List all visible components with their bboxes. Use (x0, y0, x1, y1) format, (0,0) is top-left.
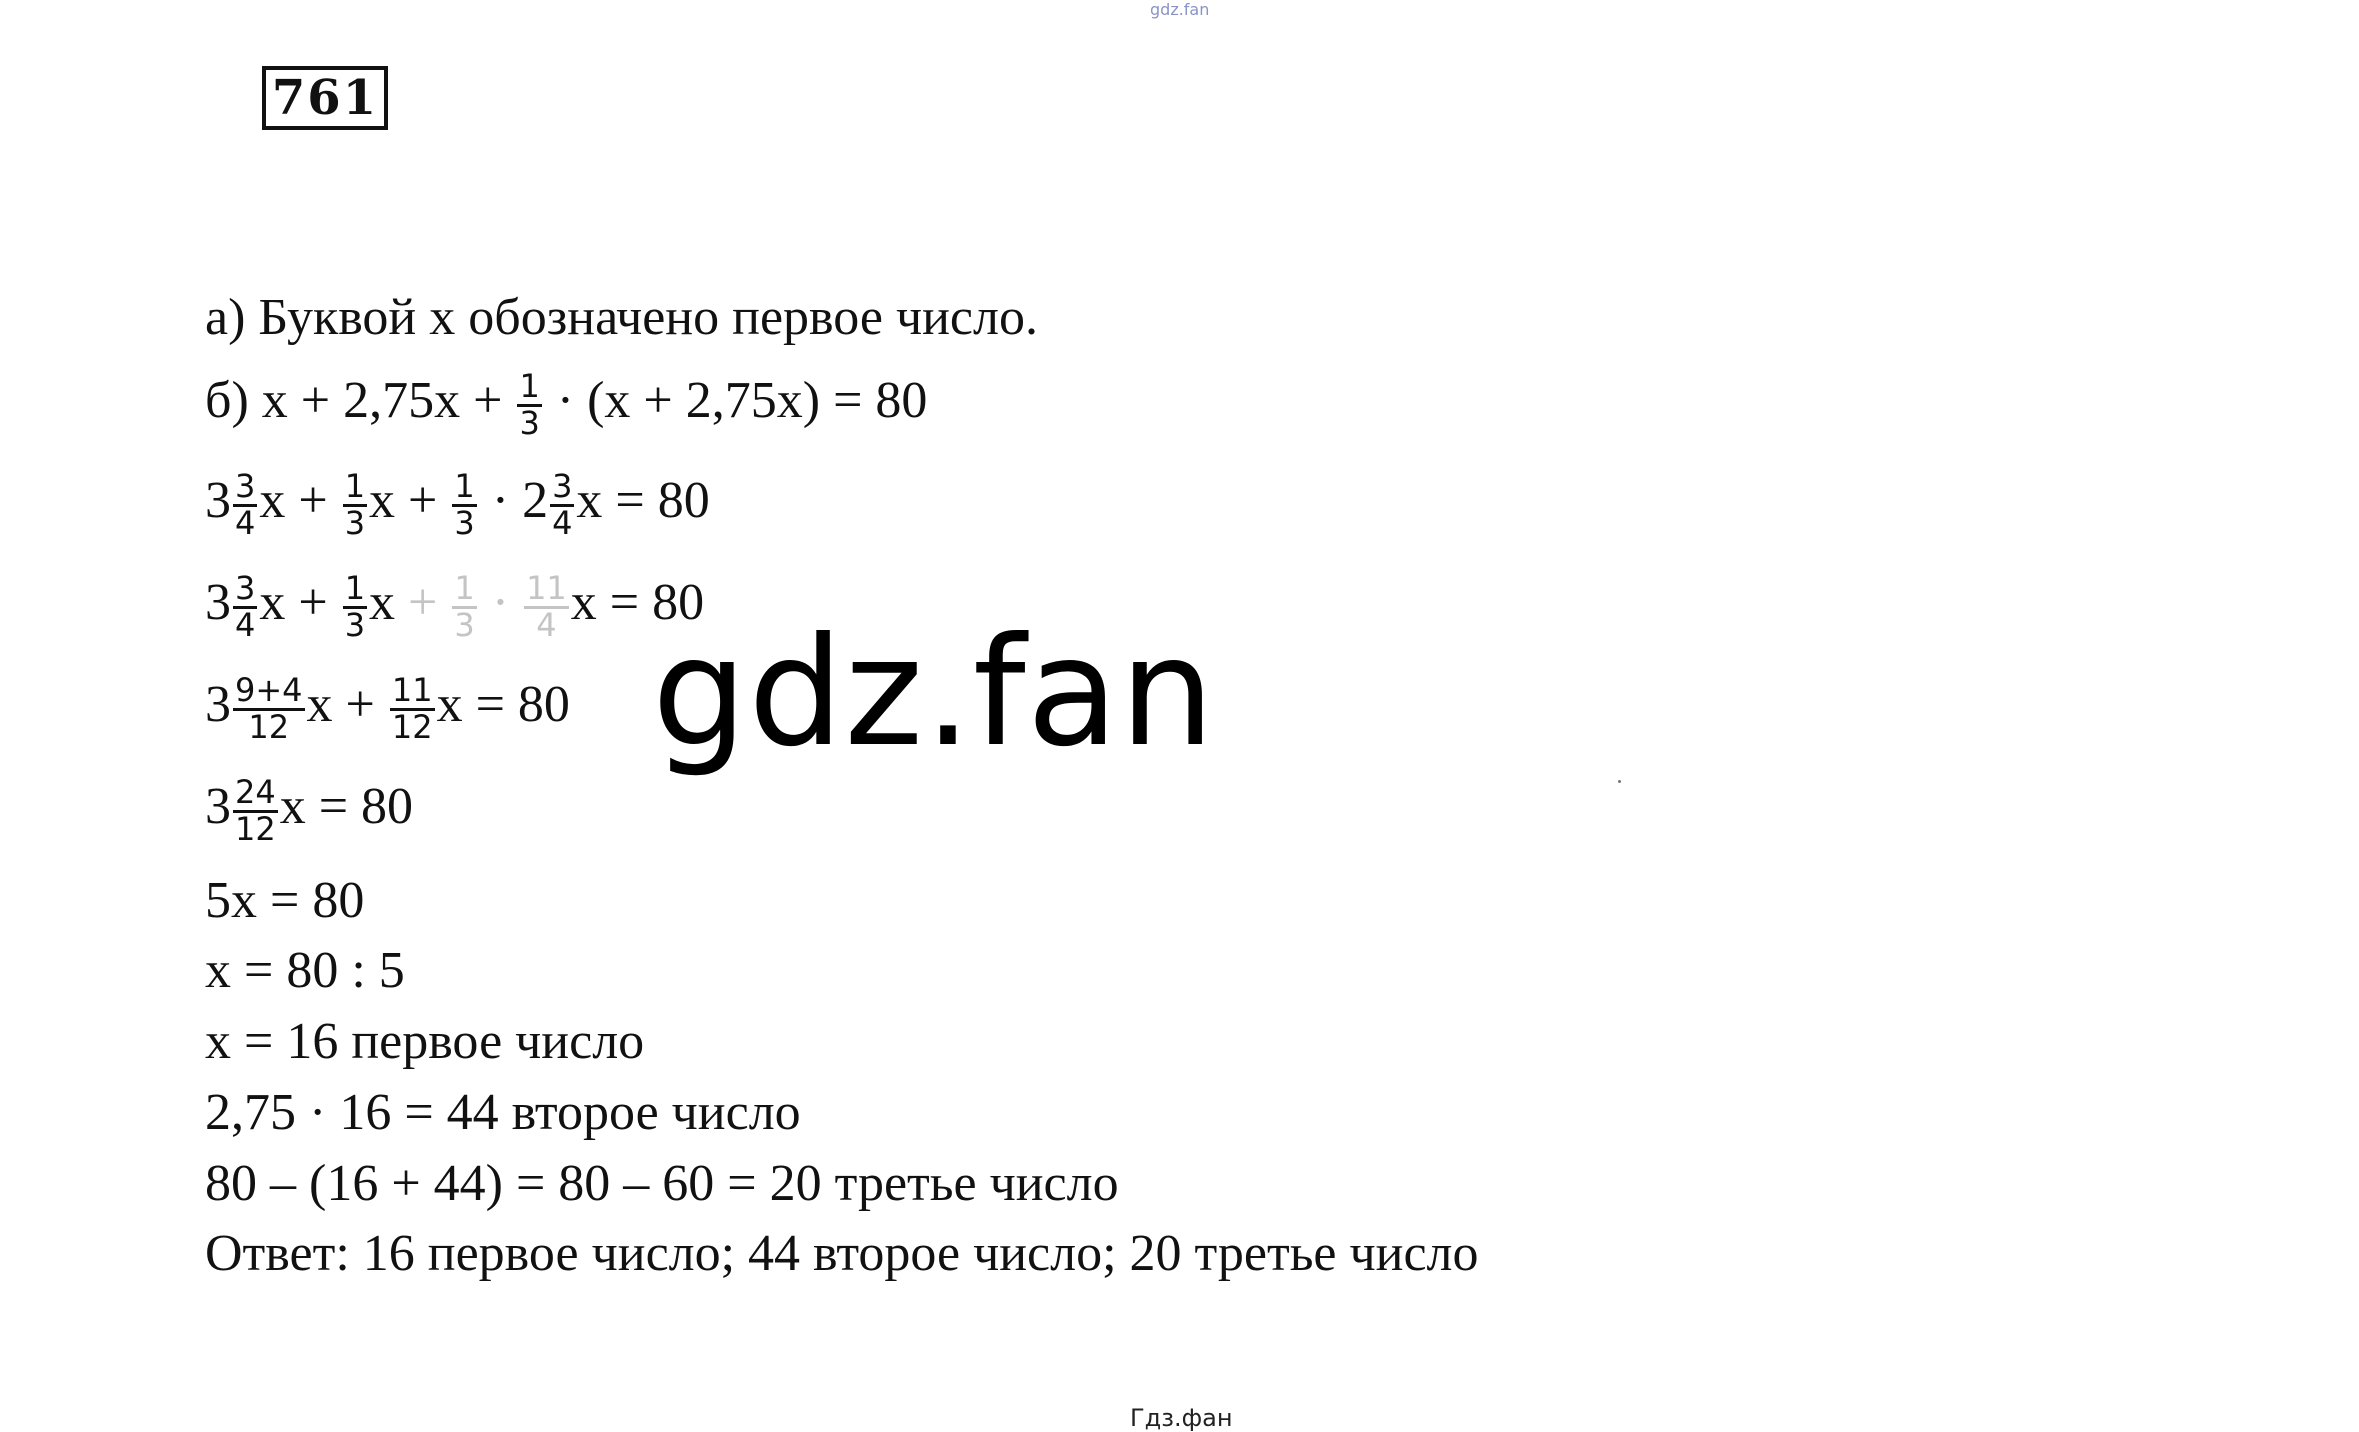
fraction-denominator: 12 (248, 707, 290, 746)
solution-line-7: 5x = 80 (205, 872, 365, 929)
solution-line-3 (205, 467, 710, 542)
fraction-numerator: 24 (235, 773, 276, 811)
faded-term: + $\frac{1}{3}$ · $\frac{11}{4}$ (395, 569, 567, 644)
fraction-numerator: 1 (344, 569, 366, 607)
line-b-prefix: б) x + 2,75x + (205, 372, 516, 430)
fraction-numerator: 1 (519, 367, 540, 405)
fraction-denominator: 12 (235, 809, 276, 848)
fraction-denominator: 3 (344, 605, 366, 644)
line-b-suffix: · (x + 2,75x) = 80 (543, 372, 928, 430)
fraction-denominator: 3 (454, 605, 475, 644)
fraction-denominator: 4 (235, 605, 256, 644)
term-x: x (369, 574, 396, 632)
fraction-denominator: 12 (391, 707, 433, 746)
solution-line-4 (205, 569, 705, 644)
term-x-eq-80: x = 80 (576, 472, 710, 530)
fraction-one-third (517, 367, 541, 442)
fraction-numerator: 1 (454, 569, 475, 607)
fraction-denominator: 4 (552, 503, 573, 542)
solution-line-11: 80 – (16 + 44) = 80 – 60 = 20 третье число (205, 1155, 1119, 1212)
whole-part: 2 (522, 472, 549, 530)
fraction-numerator: 1 (344, 467, 366, 505)
scan-speck (1618, 780, 1621, 783)
fraction-denominator: 3 (344, 503, 366, 542)
fraction-denominator: 3 (454, 503, 475, 542)
site-watermark-top: gdz.fan (1150, 0, 1210, 19)
fraction-eleven-quarters (524, 569, 569, 644)
dot-operator: · (478, 472, 523, 530)
whole-part: 3 (205, 574, 231, 632)
term-x-eq-80: x = 80 (570, 574, 705, 632)
fraction-one-third (343, 467, 367, 542)
fraction-denominator: 4 (536, 605, 557, 644)
solution-line-8: x = 80 : 5 (205, 942, 405, 999)
fraction-numerator: 3 (235, 569, 256, 607)
fraction-numerator: 11 (391, 671, 433, 709)
answer-line: Ответ: 16 первое число; 44 второе число; 20 третье число (205, 1225, 1479, 1282)
fraction-denominator: 3 (519, 403, 540, 442)
fraction-one-third (452, 569, 476, 644)
fraction-nine-plus-four-twelfths (233, 671, 305, 746)
whole-part: 3 (205, 778, 231, 836)
whole-part: 3 (205, 676, 231, 734)
problem-number: 761 (262, 66, 388, 130)
fraction-numerator: 11 (526, 569, 567, 607)
term-x-plus: x + (259, 472, 341, 530)
fraction-one-third (452, 467, 476, 542)
term-x-eq-80: x = 80 (279, 778, 414, 836)
solution-line-a: а) Буквой x обозначено первое число. (205, 289, 1038, 346)
fraction-twentyfour-twelfths (233, 773, 278, 848)
fraction-eleven-twelfths (390, 671, 435, 746)
fraction-three-quarters (233, 569, 257, 644)
fraction-denominator: 4 (235, 503, 256, 542)
watermark: gdz.fan (652, 606, 1216, 780)
fraction-numerator: 3 (235, 467, 256, 505)
term-x-eq-80: x = 80 (436, 676, 570, 734)
fraction-three-quarters (233, 467, 257, 542)
term-x-plus: x + (259, 574, 341, 632)
solution-line-10: 2,75 · 16 = 44 второе число (205, 1084, 801, 1141)
term-x-plus: x + (369, 472, 451, 530)
fraction-one-third (343, 569, 367, 644)
fraction-numerator: 3 (552, 467, 573, 505)
fraction-three-quarters (550, 467, 574, 542)
solution-line-5 (205, 671, 570, 746)
footer-caption: Гдз.фан (1130, 1404, 1233, 1432)
term-x-plus: x + (306, 676, 388, 734)
whole-part: 3 (205, 472, 231, 530)
fraction-numerator: 1 (454, 467, 475, 505)
solution-line-6 (205, 773, 414, 848)
solution-line-9: x = 16 первое число (205, 1013, 645, 1070)
solution-line-b (205, 367, 928, 442)
fraction-numerator: 9+4 (235, 671, 303, 709)
